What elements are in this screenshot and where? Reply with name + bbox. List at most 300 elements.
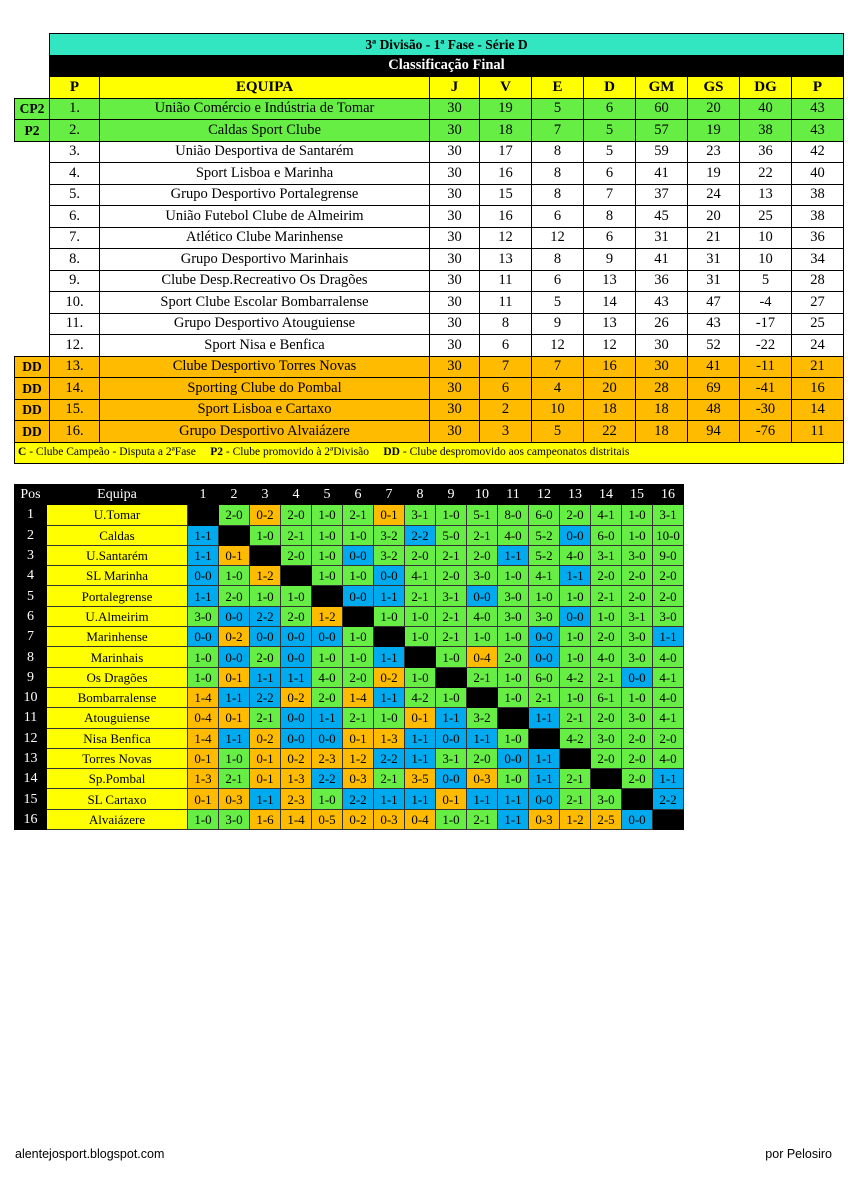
match-result: 4-1: [405, 566, 436, 586]
cell-dg: -30: [740, 399, 792, 421]
cell-pos: 3.: [50, 141, 100, 163]
match-result: 1-0: [622, 687, 653, 707]
matrix-row: [15, 667, 684, 687]
match-result: 0-0: [498, 748, 529, 768]
status-mark: [15, 292, 50, 314]
match-result: 2-0: [281, 545, 312, 565]
results-matrix: [14, 484, 684, 830]
cell-j: 30: [430, 206, 480, 228]
match-result: 1-0: [188, 647, 219, 667]
cell-e: 7: [532, 356, 584, 378]
cell-gs: 47: [688, 292, 740, 314]
cell-v: 17: [480, 141, 532, 163]
matrix-row-team: Nisa Benfica: [47, 728, 188, 748]
match-result: 4-0: [560, 545, 591, 565]
match-result: 3-0: [622, 545, 653, 565]
cell-j: 30: [430, 141, 480, 163]
match-result: 1-0: [343, 566, 374, 586]
cell-d: 7: [584, 184, 636, 206]
match-result: 2-0: [622, 769, 653, 789]
standings-table: [14, 33, 844, 464]
cell-v: 7: [480, 356, 532, 378]
match-result: 1-1: [467, 789, 498, 809]
matrix-row-team: Portalegrense: [47, 586, 188, 606]
match-result: 1-0: [250, 525, 281, 545]
match-result: 3-0: [591, 728, 622, 748]
match-result: 2-1: [436, 627, 467, 647]
cell-gs: 52: [688, 335, 740, 357]
match-result: 0-0: [436, 769, 467, 789]
diagonal-cell: [591, 769, 622, 789]
matrix-column-header: 2: [219, 485, 250, 505]
match-result: 1-3: [188, 769, 219, 789]
column-header: P: [50, 77, 100, 99]
matrix-row-pos: 8: [15, 647, 47, 667]
standings-row: [15, 313, 844, 335]
status-mark: [15, 313, 50, 335]
match-result: 1-0: [591, 606, 622, 626]
cell-pos: 14.: [50, 378, 100, 400]
cell-j: 30: [430, 335, 480, 357]
cell-pos: 1.: [50, 98, 100, 120]
table-subtitle: Classificação Final: [50, 55, 844, 77]
status-mark: [15, 206, 50, 228]
match-result: 2-0: [219, 505, 250, 525]
standings-row: [15, 98, 844, 120]
match-result: 1-1: [467, 728, 498, 748]
matrix-column-header: 3: [250, 485, 281, 505]
match-result: 2-2: [653, 789, 684, 809]
match-result: 2-0: [622, 566, 653, 586]
cell-team: Grupo Desportivo Alvaiázere: [100, 421, 430, 443]
cell-dg: 13: [740, 184, 792, 206]
cell-pos: 12.: [50, 335, 100, 357]
cell-pos: 5.: [50, 184, 100, 206]
legend-code-promoted: P2: [210, 446, 224, 459]
cell-dg: 40: [740, 98, 792, 120]
cell-dg: 38: [740, 120, 792, 142]
match-result: 1-1: [312, 708, 343, 728]
status-mark: DD: [15, 421, 50, 443]
match-result: 1-0: [312, 566, 343, 586]
column-header: GS: [688, 77, 740, 99]
standings-row: [15, 421, 844, 443]
status-mark: [15, 141, 50, 163]
cell-gm: 37: [636, 184, 688, 206]
cell-gs: 24: [688, 184, 740, 206]
cell-gm: 28: [636, 378, 688, 400]
legend-text-relegated: - Clube despromovido aos campeonatos distritais: [400, 446, 630, 459]
match-result: 1-1: [219, 687, 250, 707]
match-result: 0-4: [405, 809, 436, 829]
cell-d: 9: [584, 249, 636, 271]
match-result: 0-0: [529, 647, 560, 667]
cell-j: 30: [430, 98, 480, 120]
match-result: 1-1: [374, 789, 405, 809]
match-result: 1-0: [622, 525, 653, 545]
match-result: 1-0: [498, 667, 529, 687]
cell-p: 16: [792, 378, 844, 400]
cell-p: 43: [792, 120, 844, 142]
match-result: 3-1: [591, 545, 622, 565]
match-result: 3-0: [591, 789, 622, 809]
match-result: 4-1: [653, 667, 684, 687]
matrix-row-team: Caldas: [47, 525, 188, 545]
diagonal-cell: [653, 809, 684, 829]
cell-dg: -17: [740, 313, 792, 335]
status-mark: [15, 249, 50, 271]
match-result: 1-1: [250, 667, 281, 687]
match-result: 0-0: [560, 525, 591, 545]
match-result: 0-1: [250, 748, 281, 768]
matrix-row-team: Torres Novas: [47, 748, 188, 768]
matrix-row: [15, 687, 684, 707]
match-result: 6-0: [529, 505, 560, 525]
legend-code-champion: C: [18, 446, 27, 459]
matrix-column-header: 4: [281, 485, 312, 505]
diagonal-cell: [219, 525, 250, 545]
match-result: 8-0: [498, 505, 529, 525]
match-result: 1-0: [405, 667, 436, 687]
matrix-column-header: 12: [529, 485, 560, 505]
standings-row: [15, 399, 844, 421]
match-result: 1-0: [343, 627, 374, 647]
cell-gm: 30: [636, 356, 688, 378]
match-result: 2-1: [281, 525, 312, 545]
cell-d: 5: [584, 120, 636, 142]
match-result: 4-0: [312, 667, 343, 687]
legend-text-promoted: - Clube promovido à 2ªDivisão: [223, 446, 369, 459]
matrix-row: [15, 627, 684, 647]
matrix-column-header: 7: [374, 485, 405, 505]
standings-row: [15, 184, 844, 206]
matrix-row-team: Bombarralense: [47, 687, 188, 707]
matrix-row-team: U.Santarém: [47, 545, 188, 565]
matrix-column-header: 10: [467, 485, 498, 505]
cell-team: Grupo Desportivo Marinhais: [100, 249, 430, 271]
cell-team: Clube Desp.Recreativo Os Dragões: [100, 270, 430, 292]
diagonal-cell: [560, 748, 591, 768]
match-result: 1-0: [498, 627, 529, 647]
match-result: 1-2: [312, 606, 343, 626]
matrix-row-pos: 15: [15, 789, 47, 809]
match-result: 0-2: [343, 809, 374, 829]
cell-v: 6: [480, 378, 532, 400]
cell-e: 5: [532, 292, 584, 314]
cell-d: 13: [584, 270, 636, 292]
match-result: 0-3: [343, 769, 374, 789]
cell-p: 21: [792, 356, 844, 378]
match-result: 0-1: [188, 789, 219, 809]
match-result: 1-1: [498, 789, 529, 809]
matrix-column-header: 5: [312, 485, 343, 505]
match-result: 3-0: [622, 647, 653, 667]
matrix-row-pos: 13: [15, 748, 47, 768]
match-result: 2-1: [436, 606, 467, 626]
column-header: EQUIPA: [100, 77, 430, 99]
match-result: 6-0: [591, 525, 622, 545]
cell-gm: 57: [636, 120, 688, 142]
cell-dg: 36: [740, 141, 792, 163]
match-result: 4-0: [498, 525, 529, 545]
match-result: 5-2: [529, 545, 560, 565]
matrix-row-pos: 11: [15, 708, 47, 728]
cell-v: 3: [480, 421, 532, 443]
match-result: 2-0: [560, 505, 591, 525]
matrix-row: [15, 505, 684, 525]
cell-v: 16: [480, 206, 532, 228]
match-result: 1-1: [374, 687, 405, 707]
match-result: 0-0: [560, 606, 591, 626]
cell-v: 15: [480, 184, 532, 206]
column-header: D: [584, 77, 636, 99]
matrix-team-header: Equipa: [47, 485, 188, 505]
match-result: 1-0: [281, 586, 312, 606]
column-header: E: [532, 77, 584, 99]
match-result: 2-0: [281, 505, 312, 525]
cell-e: 9: [532, 313, 584, 335]
cell-pos: 2.: [50, 120, 100, 142]
cell-dg: 10: [740, 249, 792, 271]
cell-e: 4: [532, 378, 584, 400]
cell-e: 6: [532, 206, 584, 228]
match-result: 4-1: [653, 708, 684, 728]
match-result: 1-1: [219, 728, 250, 748]
matrix-row-team: Atouguiense: [47, 708, 188, 728]
cell-d: 5: [584, 141, 636, 163]
match-result: 0-0: [529, 789, 560, 809]
cell-team: Atlético Clube Marinhense: [100, 227, 430, 249]
cell-d: 18: [584, 399, 636, 421]
diagonal-cell: [436, 667, 467, 687]
matrix-row: [15, 606, 684, 626]
cell-gs: 41: [688, 356, 740, 378]
cell-e: 12: [532, 227, 584, 249]
cell-gm: 31: [636, 227, 688, 249]
match-result: 5-2: [529, 525, 560, 545]
status-mark: [15, 163, 50, 185]
cell-gs: 23: [688, 141, 740, 163]
legend-code-relegated: DD: [383, 446, 400, 459]
cell-gs: 69: [688, 378, 740, 400]
standings-row: [15, 249, 844, 271]
diagonal-cell: [498, 708, 529, 728]
matrix-row-pos: 7: [15, 627, 47, 647]
match-result: 1-1: [188, 545, 219, 565]
match-result: 3-1: [622, 606, 653, 626]
match-result: 2-2: [343, 789, 374, 809]
match-result: 2-0: [436, 566, 467, 586]
match-result: 1-0: [529, 586, 560, 606]
match-result: 2-0: [498, 647, 529, 667]
match-result: 1-3: [374, 728, 405, 748]
match-result: 1-0: [312, 647, 343, 667]
match-result: 1-1: [405, 789, 436, 809]
match-result: 1-0: [312, 545, 343, 565]
matrix-column-header: 16: [653, 485, 684, 505]
match-result: 1-1: [653, 627, 684, 647]
match-result: 1-4: [188, 728, 219, 748]
match-result: 4-0: [653, 647, 684, 667]
cell-team: Caldas Sport Clube: [100, 120, 430, 142]
match-result: 0-1: [219, 708, 250, 728]
match-result: 0-1: [188, 748, 219, 768]
match-result: 0-2: [374, 667, 405, 687]
match-result: 4-2: [560, 667, 591, 687]
standings-row: [15, 292, 844, 314]
match-result: 1-1: [405, 728, 436, 748]
match-result: 5-1: [467, 505, 498, 525]
matrix-column-header: 15: [622, 485, 653, 505]
diagonal-cell: [312, 586, 343, 606]
match-result: 1-0: [560, 627, 591, 647]
match-result: 0-0: [188, 627, 219, 647]
status-mark: [15, 227, 50, 249]
match-result: 1-1: [653, 769, 684, 789]
match-result: 1-1: [250, 789, 281, 809]
standings-row: [15, 227, 844, 249]
column-header: GM: [636, 77, 688, 99]
matrix-pos-header: Pos: [15, 485, 47, 505]
cell-v: 11: [480, 292, 532, 314]
match-result: 1-0: [498, 566, 529, 586]
match-result: 0-2: [281, 687, 312, 707]
match-result: 0-0: [343, 586, 374, 606]
match-result: 2-1: [436, 545, 467, 565]
standings-row: [15, 335, 844, 357]
cell-team: União Comércio e Indústria de Tomar: [100, 98, 430, 120]
cell-e: 6: [532, 270, 584, 292]
match-result: 1-0: [436, 809, 467, 829]
cell-gs: 19: [688, 120, 740, 142]
status-mark: P2: [15, 120, 50, 142]
cell-gs: 94: [688, 421, 740, 443]
match-result: 0-3: [219, 789, 250, 809]
cell-p: 11: [792, 421, 844, 443]
diagonal-cell: [281, 566, 312, 586]
match-result: 3-2: [467, 708, 498, 728]
cell-e: 8: [532, 141, 584, 163]
cell-v: 18: [480, 120, 532, 142]
cell-team: Grupo Desportivo Atouguiense: [100, 313, 430, 335]
cell-gm: 45: [636, 206, 688, 228]
match-result: 2-1: [467, 809, 498, 829]
cell-gm: 18: [636, 399, 688, 421]
match-result: 1-0: [343, 525, 374, 545]
cell-p: 36: [792, 227, 844, 249]
match-result: 0-0: [219, 647, 250, 667]
match-result: 0-0: [219, 606, 250, 626]
cell-d: 16: [584, 356, 636, 378]
standings-row: [15, 270, 844, 292]
match-result: 2-1: [467, 667, 498, 687]
match-result: 1-0: [374, 708, 405, 728]
match-result: 4-1: [591, 505, 622, 525]
match-result: 1-1: [374, 647, 405, 667]
cell-gs: 43: [688, 313, 740, 335]
status-mark: [15, 184, 50, 206]
column-header: J: [430, 77, 480, 99]
cell-dg: 5: [740, 270, 792, 292]
diagonal-cell: [188, 505, 219, 525]
cell-p: 24: [792, 335, 844, 357]
matrix-row-team: Alvaiázere: [47, 809, 188, 829]
standings-row: [15, 356, 844, 378]
match-result: 1-0: [560, 687, 591, 707]
match-result: 1-4: [281, 809, 312, 829]
match-result: 3-1: [653, 505, 684, 525]
cell-dg: 22: [740, 163, 792, 185]
column-header: P: [792, 77, 844, 99]
match-result: 2-2: [374, 748, 405, 768]
matrix-column-header: 1: [188, 485, 219, 505]
match-result: 0-0: [622, 809, 653, 829]
cell-team: União Desportiva de Santarém: [100, 141, 430, 163]
match-result: 2-0: [467, 748, 498, 768]
cell-pos: 13.: [50, 356, 100, 378]
cell-d: 14: [584, 292, 636, 314]
standings-row: [15, 378, 844, 400]
matrix-row: [15, 769, 684, 789]
cell-j: 30: [430, 184, 480, 206]
cell-team: Grupo Desportivo Portalegrense: [100, 184, 430, 206]
match-result: 2-1: [374, 769, 405, 789]
match-result: 2-5: [591, 809, 622, 829]
match-result: 3-2: [374, 545, 405, 565]
match-result: 2-1: [343, 505, 374, 525]
match-result: 1-0: [405, 627, 436, 647]
matrix-row-team: Marinhense: [47, 627, 188, 647]
cell-e: 8: [532, 249, 584, 271]
match-result: 1-0: [374, 606, 405, 626]
cell-d: 13: [584, 313, 636, 335]
cell-e: 8: [532, 184, 584, 206]
matrix-row: [15, 525, 684, 545]
match-result: 2-1: [560, 769, 591, 789]
match-result: 1-0: [312, 789, 343, 809]
matrix-row: [15, 728, 684, 748]
match-result: 1-1: [374, 586, 405, 606]
matrix-column-header: 8: [405, 485, 436, 505]
cell-p: 28: [792, 270, 844, 292]
cell-d: 22: [584, 421, 636, 443]
diagonal-cell: [343, 606, 374, 626]
match-result: 4-2: [405, 687, 436, 707]
cell-p: 25: [792, 313, 844, 335]
match-result: 1-0: [219, 748, 250, 768]
match-result: 0-2: [281, 748, 312, 768]
match-result: 0-4: [188, 708, 219, 728]
cell-gm: 36: [636, 270, 688, 292]
matrix-row: [15, 586, 684, 606]
match-result: 1-0: [312, 505, 343, 525]
match-result: 2-0: [405, 545, 436, 565]
match-result: 1-1: [529, 708, 560, 728]
match-result: 2-3: [281, 789, 312, 809]
cell-dg: 10: [740, 227, 792, 249]
matrix-row-team: Sp.Pombal: [47, 769, 188, 789]
matrix-row: [15, 789, 684, 809]
matrix-column-header: 9: [436, 485, 467, 505]
match-result: 2-1: [467, 525, 498, 545]
matrix-row-pos: 14: [15, 769, 47, 789]
match-result: 2-0: [219, 586, 250, 606]
cell-pos: 4.: [50, 163, 100, 185]
match-result: 3-2: [374, 525, 405, 545]
match-result: 0-0: [281, 647, 312, 667]
match-result: 0-2: [219, 627, 250, 647]
match-result: 1-4: [188, 687, 219, 707]
